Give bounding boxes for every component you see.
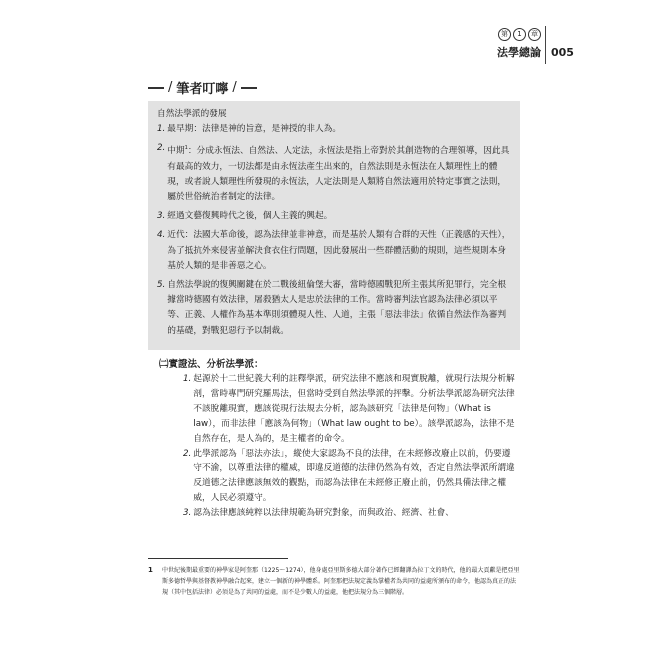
heading-slash-right: / [232, 80, 237, 95]
box-item [157, 228, 512, 274]
item-text: 自然法學說的復興關鍵在於二戰後紐倫堡大審，當時德國戰犯所主張其所犯罪行，完全根據當時德國有效法律，屠殺猶太人是忠於法律的工作。當時審判法官認為法律必須以平等、正義、人權作為基本準則須體現人性、人道，主張「惡法非法」依循自然法作為審判的基礎，對戰犯惡行予以制裁。 [167, 279, 507, 336]
item-text [167, 141, 512, 205]
heading-dash-right [241, 87, 257, 89]
item-number: 3. [183, 508, 192, 519]
list-item [183, 447, 516, 507]
chapter-label [497, 28, 541, 41]
header-divider [545, 26, 546, 64]
item-number: 4. [157, 230, 166, 241]
item-text: 經過文藝復興時代之後，個人主義的興起。 [167, 211, 333, 222]
heading-slash-left: / [168, 80, 173, 95]
item-text-lead: 中期 [167, 146, 185, 157]
footnote-divider [148, 558, 288, 559]
item-text: 此學派認為「惡法亦法」，縱使大家認為不良的法律，在未經修改廢止以前，仍要遵守不渝，以尊重法律的權威，即違反道德的法律仍然為有效，否定自然法學派所謂違反道德之法律應該無效的觀點，而認為法律在未經修正廢止前，仍然具備法律之權威，人民必須遵守。 [193, 448, 515, 504]
subsection-heading: ㈡實證法、分析法學派： [159, 359, 264, 370]
notes-heading [148, 78, 257, 97]
list-item [183, 506, 516, 521]
item-text: 最早期：法律是神的旨意，是神授的非人為。 [167, 124, 342, 135]
item-text: 認為法律應該純粹以法律規範為研究對象，而與政治、經濟、社會、 [193, 508, 454, 519]
chapter-prefix: 第 [498, 28, 511, 41]
footnote-ref[interactable]: 1 [184, 145, 188, 152]
item-text: 近代：法國大革命後，認為法律並非神意，而是基於人類有合群的天性（正義感的天性），為了抵抗外來侵害並解決食衣住行問題，因此發展出一些群體活動的規則，這些規則本身基於人類的是非善惡之心。 [167, 230, 511, 271]
item-number: 1. [183, 374, 192, 384]
item-text-rest: ：分成永恆法、自然法、人定法，永恆法是指上帝對於其創造物的合理領導，因此具有最高的效力，一切法都是由永恆法產生出來的，自然法則是永恆法在人類理性上的體現，或者說人類理性所發現的永恆法，人定法則是人類將自然法適用於特定事實之法則，屬於世俗統治者制定的法律。 [167, 146, 510, 202]
box-item [157, 141, 512, 205]
notes-box [148, 101, 520, 350]
box-title: 自然法學派的發展 [157, 109, 227, 119]
list-item [183, 372, 516, 447]
chapter-number: 1 [513, 28, 526, 41]
footnote-mark: 1 [148, 566, 153, 574]
item-number: 2. [157, 143, 166, 154]
item-number: 3. [157, 211, 166, 222]
body-list [183, 372, 516, 521]
box-item [157, 278, 512, 339]
box-item [157, 209, 512, 224]
footnote-text: 中世紀後期最重要的神學家是阿奎那（1225～1274），他身處亞里斯多德大部分著作已經翻譯為拉丁文的時代，他的最大貢獻是把亞里斯多德哲學與基督教神學融合起來，建立一個新的神學體系。阿奎那把法規定義為掌權者為共同的益處所頒布的命令，他認為真正的法規（其中包括法律）必須是為了共同的益處，而不是少數人的益處，他把法規分為三個階層。 [162, 567, 520, 596]
item-number: 2. [183, 448, 192, 459]
running-header [497, 28, 541, 60]
box-item [157, 122, 512, 137]
item-number: 1. [157, 124, 166, 135]
footnote [148, 565, 520, 598]
heading-dash-left [148, 87, 164, 89]
item-text: 起源於十二世紀義大利的註釋學派，研究法律不應該和現實脫離，就現行法規分析解剖，當時專門研究羅馬法，但當時受到自然法學派的抨擊。分析法學派認為研究法律不該脫離現實，應該從現行法規去分析，認為該研究「法律是何物」（What is law），而非法律「應該為何物」（What law ought to be）。該學派認為，法律不是自然存在，是人為的，是主權者的命令。 [193, 374, 515, 444]
page-number: 005 [551, 46, 574, 59]
chapter-suffix: 章 [528, 28, 541, 41]
section-title: 法學總論 [497, 46, 541, 59]
item-number: 5. [157, 279, 166, 290]
notes-heading-text: 筆者叮嚀 [176, 82, 229, 97]
